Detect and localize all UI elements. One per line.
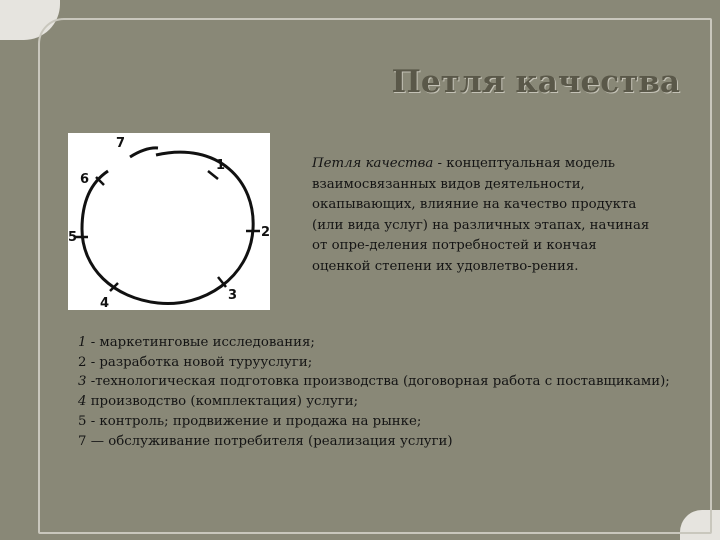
stage-label: 3: [228, 288, 238, 303]
legend-text: - маркетинговые исследования;: [86, 335, 315, 350]
stage-label: 6: [80, 172, 90, 187]
legend-number: 3: [78, 374, 87, 390]
stage-label: 7: [116, 136, 126, 151]
legend-item: [78, 372, 688, 392]
loop-end-segment: [130, 148, 158, 157]
legend-number: 4: [78, 394, 87, 410]
stage-label: 5: [68, 230, 78, 245]
legend-text: - контроль; продвижение и продажа на рынке;: [86, 413, 422, 429]
legend-text: — обслуживание потребителя (реализация услуги): [86, 433, 453, 449]
stage-label: 2: [261, 225, 270, 240]
legend-text: производство (комплектация) услуги;: [86, 394, 359, 410]
legend-number: 5: [78, 413, 87, 429]
loop-curve: [82, 152, 253, 303]
loop-svg: [68, 133, 270, 310]
legend-number: 1: [78, 335, 87, 350]
legend-text: - разработка новой турууслуги;: [86, 354, 313, 370]
legend-text: -технологическая подготовка производства (договорная работа с поставщиками);: [86, 374, 670, 390]
legend-number: 7: [78, 433, 87, 449]
slide-title: Петля качества: [391, 64, 680, 100]
quality-loop-diagram: [68, 133, 270, 310]
definition-paragraph: [312, 154, 652, 277]
legend-item: [78, 392, 688, 412]
definition-term: Петля качества: [312, 156, 434, 171]
stage-label: 1: [216, 158, 226, 173]
stage-legend: [78, 333, 688, 451]
legend-number: 2: [78, 354, 87, 370]
legend-item: [78, 353, 688, 373]
legend-item: [78, 333, 688, 353]
legend-item: [78, 432, 688, 452]
definition-text: - концептуальная модель взаимосвязанных видов деятельности, окапывающих, влияние на качество продукта (или вида услуг) на различных этапах, начиная от опре-деления потребностей и кончая оценкой степени их удовлетво-рения.: [312, 156, 650, 274]
stage-label: 4: [100, 296, 110, 310]
legend-item: [78, 412, 688, 432]
